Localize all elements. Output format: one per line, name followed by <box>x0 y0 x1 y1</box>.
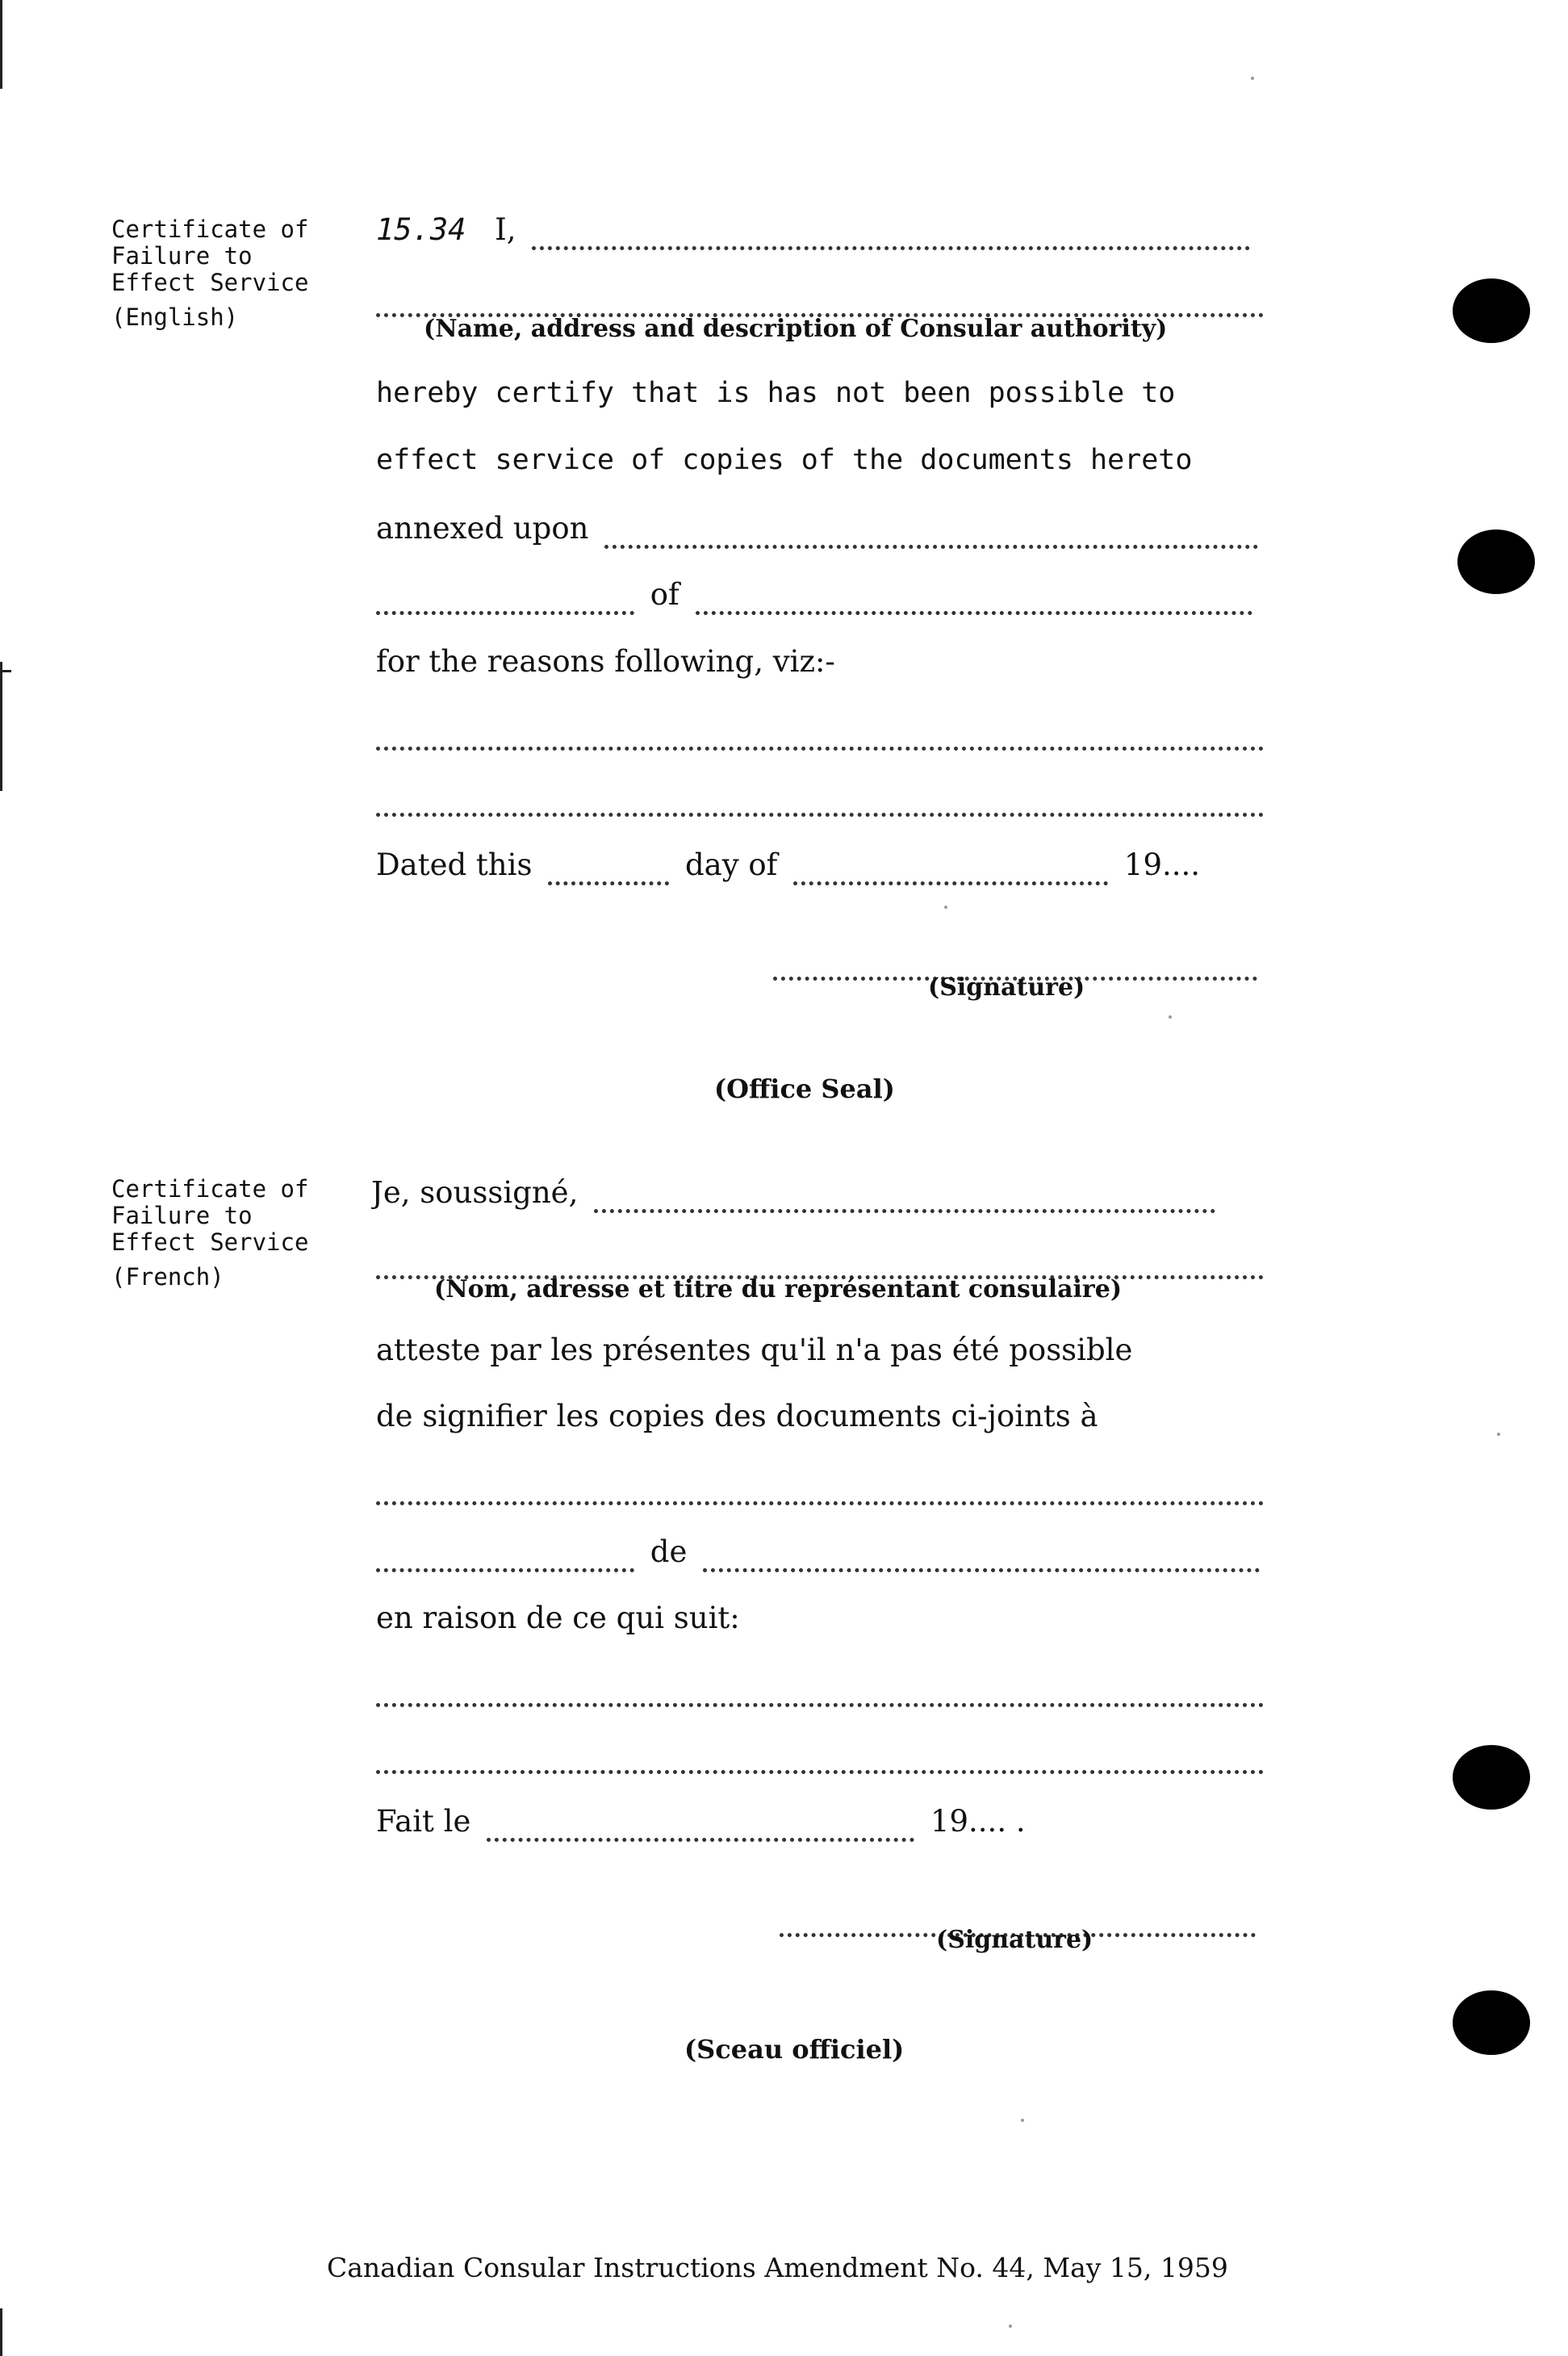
fill-in-dots <box>604 525 1258 549</box>
english-of-line <box>376 575 1264 615</box>
fill-in-dots <box>532 227 1250 250</box>
english-line-authority <box>376 210 1264 250</box>
punch-hole <box>1453 1990 1530 2055</box>
margin-title-line: Effect Service <box>111 1228 309 1256</box>
signature-caption: (Signature) <box>936 1926 1093 1954</box>
french-margin-label <box>111 1176 353 1291</box>
fill-in-dots <box>376 592 634 615</box>
fill-in-dots <box>376 1684 1264 1707</box>
margin-title-line: Certificate of <box>111 1175 309 1203</box>
language-label: (English) <box>111 303 239 331</box>
scan-speck <box>944 906 947 909</box>
english-dated-line <box>376 845 1264 885</box>
scan-speck <box>1169 1015 1172 1019</box>
year-label: 19.... <box>1123 847 1201 882</box>
scan-speck <box>1251 77 1254 80</box>
edge-mark <box>0 662 2 791</box>
fill-in-dots <box>376 294 1264 317</box>
lead-text: I, <box>495 212 516 247</box>
french-de-line <box>376 1532 1264 1572</box>
margin-title-line: Failure to <box>111 1202 253 1229</box>
edge-mark <box>0 0 2 89</box>
french-blank-line <box>376 1465 1264 1505</box>
french-line-authority <box>371 1173 1259 1213</box>
english-annexed-line <box>376 508 1264 549</box>
margin-title-line: Certificate of <box>111 216 309 243</box>
scan-speck <box>1021 2119 1024 2122</box>
english-margin-label <box>111 216 353 331</box>
footer-citation: Canadian Consular Instructions Amendment No. 44, May 15, 1959 <box>327 2252 1228 2283</box>
office-seal-label: (Office Seal) <box>714 1073 895 1104</box>
fill-in-dots <box>376 793 1264 817</box>
fill-in-dots <box>703 1549 1260 1572</box>
body-line: hereby certify that is has not been possible to <box>376 377 1176 409</box>
reasons-line: for the reasons following, viz:- <box>376 644 835 679</box>
fait-label: Fait le <box>376 1804 471 1839</box>
punch-hole <box>1453 1745 1530 1810</box>
official-seal-label: (Sceau officiel) <box>684 2034 905 2065</box>
dated-label: Dated this <box>376 847 533 882</box>
french-line-authority-2 <box>376 1239 1264 1279</box>
fill-in-dots <box>793 862 1108 885</box>
margin-title-line: Failure to <box>111 242 253 270</box>
edge-mark <box>0 2308 2 2356</box>
english-reason-blank <box>376 776 1264 817</box>
year-label: 19.... . <box>930 1804 1026 1839</box>
body-line: de signifier les copies des documents ci-joints à <box>376 1399 1098 1433</box>
punch-hole <box>1457 529 1535 594</box>
french-fait-line <box>376 1802 1264 1842</box>
scan-speck <box>1009 2325 1012 2328</box>
french-reason-blank <box>376 1667 1264 1707</box>
body-line: effect service of copies of the documents hereto <box>376 444 1193 476</box>
english-line-authority-2 <box>376 277 1264 317</box>
fill-in-dots <box>548 862 669 885</box>
language-label: (French) <box>111 1263 224 1291</box>
french-reason-blank <box>376 1734 1264 1774</box>
signature-caption: (Signature) <box>928 973 1085 1002</box>
day-of-label: day of <box>685 847 778 882</box>
section-number: 15.34 <box>376 212 466 247</box>
fill-in-dots <box>376 1549 634 1572</box>
lead-text: Je, soussigné, <box>371 1175 579 1210</box>
fill-in-dots <box>487 1818 914 1842</box>
fill-in-dots <box>376 1482 1264 1505</box>
fill-in-dots <box>376 727 1264 751</box>
of-label: of <box>650 577 679 612</box>
body-line: atteste par les présentes qu'il n'a pas été possible <box>376 1333 1133 1367</box>
fill-in-dots <box>696 592 1252 615</box>
margin-title-line: Effect Service <box>111 269 309 296</box>
fill-in-dots <box>594 1190 1215 1213</box>
authority-caption: (Nom, adresse et titre du représentant consulaire) <box>434 1275 1123 1304</box>
english-reason-blank <box>376 710 1264 751</box>
authority-caption: (Name, address and description of Consular authority) <box>424 315 1168 343</box>
scan-speck <box>1497 1433 1500 1436</box>
reasons-line: en raison de ce qui suit: <box>376 1601 740 1635</box>
de-label: de <box>650 1534 688 1569</box>
fill-in-dots <box>376 1751 1264 1774</box>
punch-hole <box>1453 278 1530 343</box>
annexed-label: annexed upon <box>376 511 589 546</box>
